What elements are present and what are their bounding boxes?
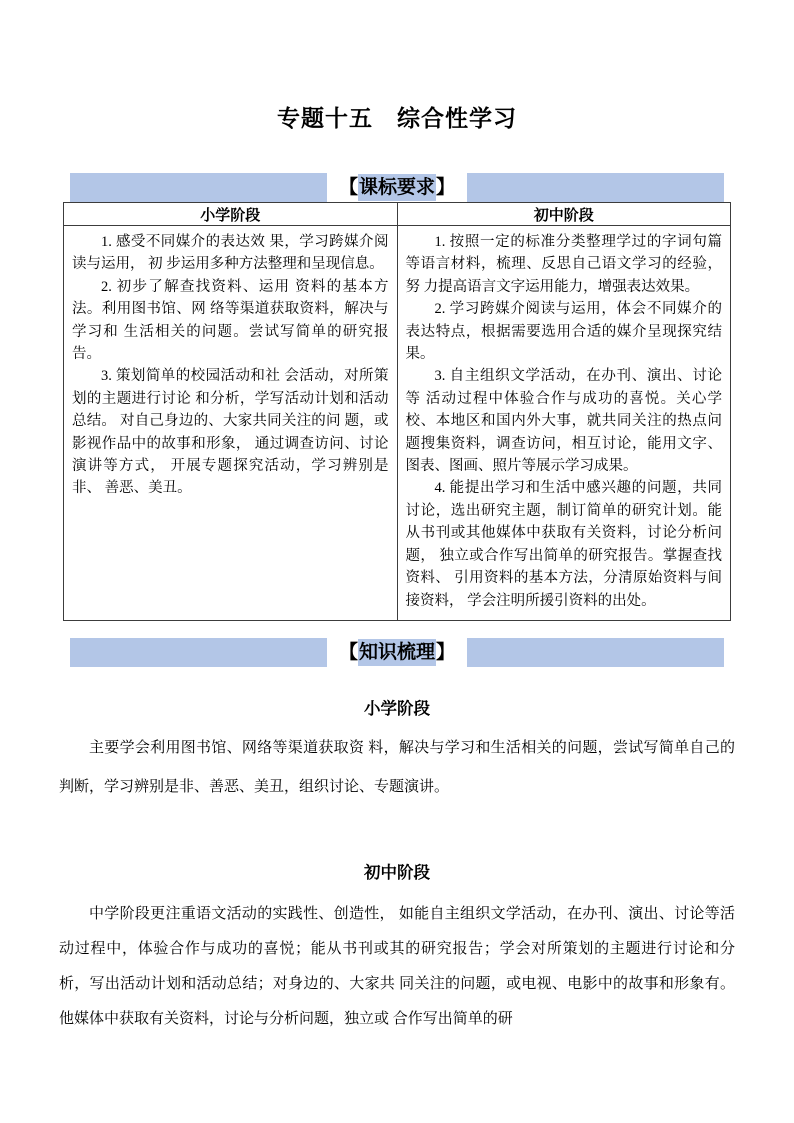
- table-paragraph: 1. 感受不同媒介的表达效 果，学习跨媒介阅读与运用， 初 步运用多种方法整理和呈现信息。: [72, 234, 389, 273]
- junior-stage-cell: [397, 226, 731, 621]
- section-banner-course-requirements: [70, 173, 724, 202]
- banner-label-course-requirements: 课标要求: [358, 174, 436, 201]
- junior-stage-paragraph: 中学阶段更注重语文活动的实践性、创造性， 如能自主组织文学活动，在办刊、演出、讨论等活动过程中，体验合作与成功的喜悦；能从书刊或其的研究报告；学会对所策划的主题进行讨论和分 析，写出活动计划和活动总结；对身边的、大家共 同关注的问题，或电视、电影中的故事和形象有。他媒体中获取有关资料，讨论与分析问题，独立或 合作写出简单的研: [59, 905, 735, 1027]
- table-header-junior-stage: 初中阶段: [397, 203, 731, 226]
- banner-label-knowledge-outline: 知识梳理: [358, 639, 436, 666]
- table-paragraph: 1. 按照一定的标准分类整理学过的字词句篇 等语言材料，梳理、反思自己语文学习的经验，努 力提高语言文字运用能力，增强表达效果。: [405, 234, 722, 295]
- bracket-left: 【: [338, 641, 358, 663]
- table-paragraph: 3. 策划简单的校园活动和社 会活动，对所策划的主题进行讨论 和分析，学写活动计划和活动总结。 对自己身边的、大家共同关注的问 题，或影视作品中的故事和形象， 通过调查访问、讨论演讲等方式， 开展专题探究活动，学习辨别是非、 善恶、美丑。: [72, 368, 389, 497]
- table-paragraph: 3. 自主组织文学活动，在办刊、演出、讨论等 活动过程中体验合作与成功的喜悦。关心学校、本地区和国内外大事，就共同关注的热点问题搜集资料，调查访问，相互讨论，能用文字、图表、图画、照片等展示学习成果。: [405, 368, 722, 475]
- banner-label-box: [327, 173, 467, 202]
- banner-label-box: [327, 638, 467, 667]
- junior-stage-heading: 初中阶段: [364, 862, 430, 882]
- section-banner-knowledge-outline: [70, 638, 724, 667]
- primary-stage-cell: [64, 226, 398, 621]
- primary-stage-paragraph: 主要学会利用图书馆、网络等渠道获取资 料，解决与学习和生活相关的问题，尝试写简单自己的判断，学习辨别是非、善恶、美丑，组织讨论、专题演讲。: [59, 739, 735, 795]
- primary-stage-heading: 小学阶段: [364, 698, 430, 718]
- curriculum-standards-table: [63, 202, 731, 621]
- table-header-primary-stage: 小学阶段: [64, 203, 398, 226]
- bracket-left: 【: [338, 177, 358, 198]
- page-title: 专题十五 综合性学习: [277, 105, 517, 131]
- table-paragraph: 4. 能提出学习和生活中感兴趣的问题，共同 讨论，选出研究主题，制订简单的研究计划。能从书刊或其他媒体中获取有关资料，讨论分析问题， 独立或合作写出简单的研究报告。掌握查找资料、 引用资料的基本方法，分清原始资料与间接资料， 学会注明所援引资料的出处。: [405, 480, 722, 609]
- table-paragraph: 2. 初步了解查找资料、运用 资料的基本方法。利用图书馆、网 络等渠道获取资料，解决与学习和 生活相关的问题。尝试写简单的研究报告。: [72, 278, 389, 363]
- table-paragraph: 2. 学习跨媒介阅读与运用，体会不同媒介的 表达特点，根据需要选用合适的媒介呈现探究结果。: [405, 301, 722, 363]
- bracket-right: 】: [436, 641, 456, 663]
- table-header-row: [64, 203, 731, 226]
- bracket-right: 】: [436, 177, 456, 198]
- table-body-row: [64, 226, 731, 621]
